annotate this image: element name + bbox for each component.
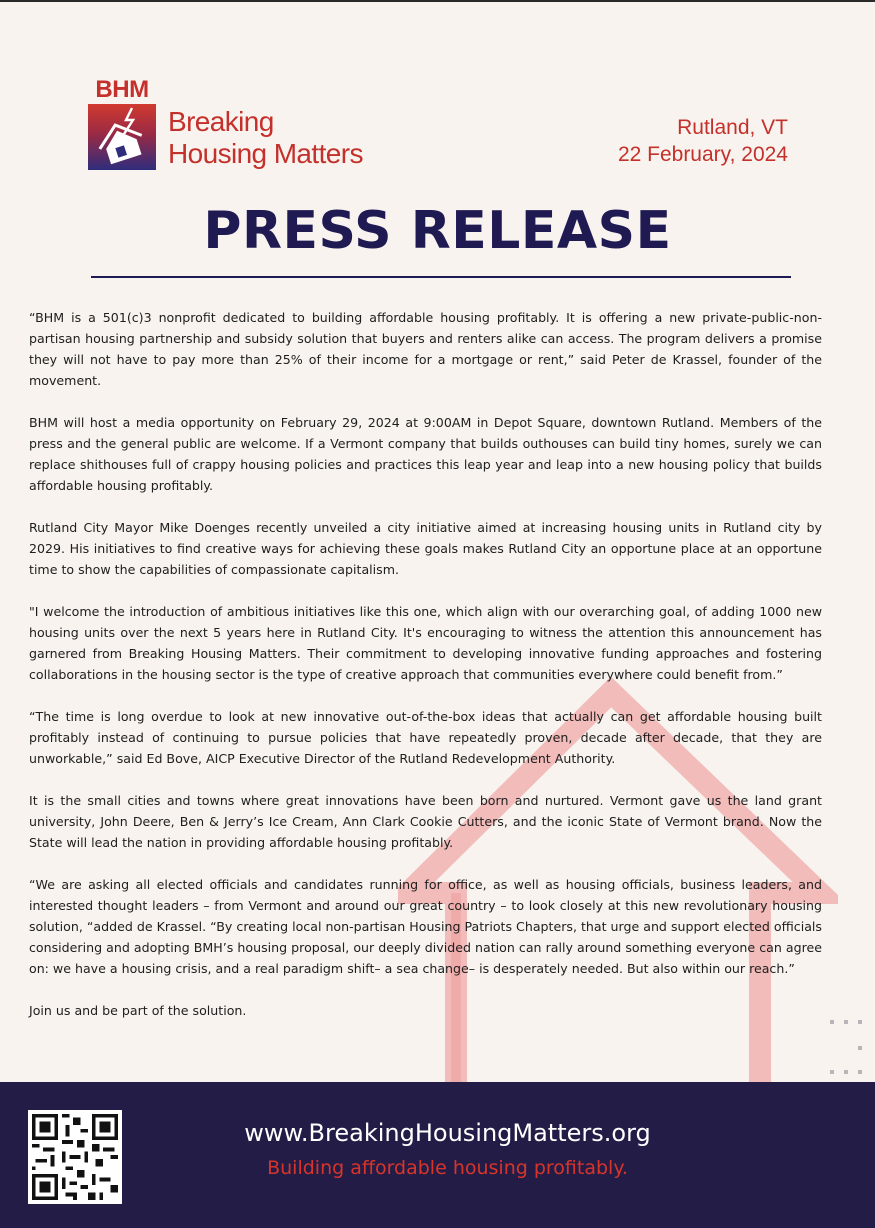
logo-badge <box>88 78 156 172</box>
paragraph: BHM will host a media opportunity on February 29, 2024 at 9:00AM in Depot Square, downtown Rutland. Members of the press and the general public are welcome. If a Vermont company that builds outhouses can build tiny homes, surely we can replace shithouses full of crappy housing policies and practices this leap year and leap into a new housing policy that builds affordable housing profitably. <box>29 415 822 493</box>
dateline-location: Rutland, VT <box>677 116 788 139</box>
press-release-body <box>29 307 822 1042</box>
logo-name-line2: Housing Matters <box>168 138 363 169</box>
page-title: PRESS RELEASE <box>203 201 672 261</box>
dateline <box>618 114 788 168</box>
paragraph: “BHM is a 501(c)3 nonprofit dedicated to building affordable housing profitably. It is offering a new private-public-non-partisan housing partnership and subsidy solution that buyers and renters alike can access. The program delivers a promise they will not have to pay more than 25% of their income for a mortgage or rent,” said Peter de Krassel, founder of the movement. <box>29 310 822 388</box>
footer-tagline: Building affordable housing profitably. <box>267 1157 628 1179</box>
qr-code-icon[interactable] <box>28 1110 122 1204</box>
bhm-logo <box>88 78 388 178</box>
paragraph: Join us and be part of the solution. <box>29 1003 247 1018</box>
paragraph: It is the small cities and towns where great innovations have been born and nurtured. Vermont gave us the land grant university, John Deere, Ben & Jerry’s Ice Cream, Ann Clark Cookie Cutters, and the iconic State of Vermont brand. Now the State will lead the nation in providing affordable housing profitably. <box>29 793 822 850</box>
paragraph: Rutland City Mayor Mike Doenges recently unveiled a city initiative aimed at increasing housing units in Rutland city by 2029. His initiatives to find creative ways for achieving these goals makes Rutland City an opportune place at an opportune time to show the capabilities of compassionate capitalism. <box>29 520 822 577</box>
top-border <box>0 0 875 2</box>
dateline-date: 22 February, 2024 <box>617 143 788 166</box>
title-divider <box>91 276 791 278</box>
paragraph: "I welcome the introduction of ambitious initiatives like this one, which align with our overarching goal, of adding 1000 new housing units over the next 5 years here in Rutland City. It's encouraging to witness the attention this announcement has garnered from Breaking Housing Matters. Their commitment to developing innovative funding approaches and fostering collaborations in the housing sector is the type of creative approach that communities everywhere could benefit from.” <box>29 604 822 682</box>
paragraph: “We are asking all elected officials and candidates running for office, as well as housing officials, business leaders, and interested thought leaders – from Vermont and around our great country – to look closely at this new revolutionary housing solution, “added de Krassel. “By creating local non-partisan Housing Patriots Chapters, that urge and support elected officials considering and adopting BMH’s housing proposal, our deeply divided nation can rally around something everyone can agree on: we have a housing crisis, and a real paradigm shift– a sea change– is desperately needed. But also within our reach.” <box>29 877 822 976</box>
logo-name-line1: Breaking <box>168 106 274 137</box>
paragraph: “The time is long overdue to look at new innovative out-of-the-box ideas that actually can get affordable housing built profitably instead of continuing to pursue policies that have repeatedly proven, decade after decade, that they are unworkable,” said Ed Bove, AICP Executive Director of the Rutland Redevelopment Authority. <box>29 709 822 766</box>
logo-wordmark <box>168 106 363 170</box>
logo-abbreviation: BHM <box>95 76 149 103</box>
website-link[interactable]: www.BreakingHousingMatters.org <box>244 1119 651 1147</box>
house-lightning-icon <box>88 104 156 170</box>
footer <box>0 1082 875 1228</box>
dot-grid-decoration <box>828 1018 864 1078</box>
